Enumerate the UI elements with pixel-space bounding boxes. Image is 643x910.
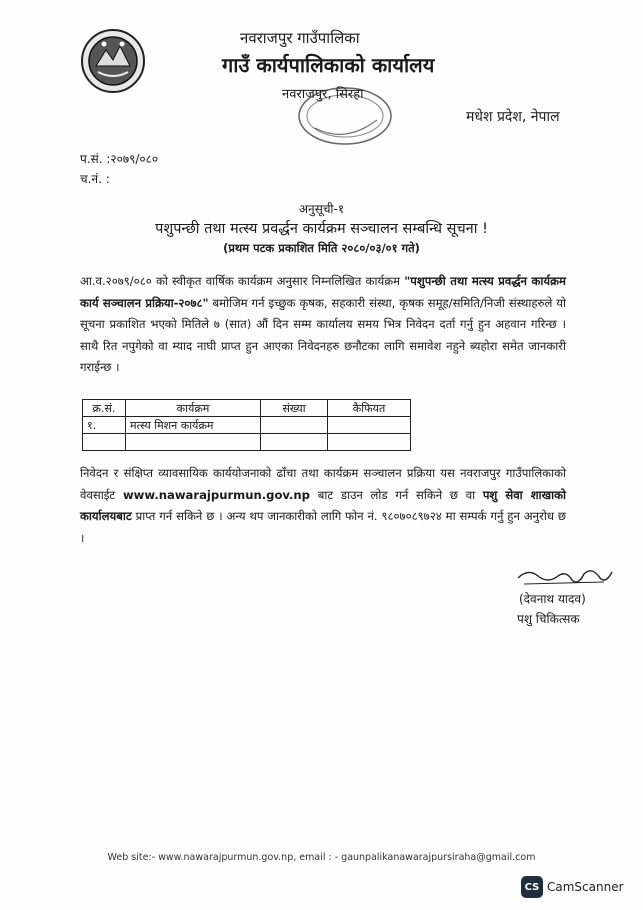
table-row — [83, 417, 411, 434]
p1-text-a: आ.व.२०७९/०८० को स्वीकृत वार्षिक कार्यक्रम अनुसार निम्नलिखित कार्यक्रम — [80, 274, 405, 288]
p1-program-name: "पशुपन्छी तथा मत्स्य प्रवर्द्धन कार्यक्रम कार्य सञ्चालन प्रक्रिया-२०७८" — [80, 274, 566, 310]
table-cell — [126, 434, 261, 451]
nepal-emblem-logo — [80, 28, 146, 94]
p1-text-c: बमोजिम गर्न इच्छुक कृषक, सहकारी संस्था, कृषक समूह/समिति/निजी संस्थाहरुले यो सूचना प्रकाशित भएको मितिले ७ (सात) औं दिन सम्म कार्यालय समय भित्र निवेदन दर्ता गर्नु हुन अहवान गरिन्छ । साथै रित नपुगेको वा म्याद नाघी प्राप्त हुन आएका निवेदनहरु छनौटका लागि समावेश नहुने ब्यहोरा समेत जानकारी गराईन्छ । — [80, 295, 567, 374]
notice-subtitle: (प्रथम पटक प्रकाशित मिति २०८०/०३/०१ गते) — [223, 241, 420, 255]
office-name: गाउँ कार्यपालिकाको कार्यालय — [222, 53, 435, 77]
table-cell: मत्स्य मिशन कार्यक्रम — [126, 417, 261, 434]
table-cell — [328, 417, 411, 434]
municipality-name: नवराजपुर गाउँपालिका — [240, 29, 360, 47]
table-cell — [83, 434, 126, 451]
table-cell: १. — [83, 417, 126, 434]
table-header: संख्या — [261, 400, 328, 417]
table-cell — [261, 417, 328, 434]
p2-office-name: पशु सेवा शाखाको कार्यालयबाट — [80, 487, 566, 523]
reference-number: प.सं. :२०७९/०८० — [80, 152, 159, 166]
table-row — [83, 434, 411, 451]
program-table — [82, 399, 411, 451]
camscanner-icon: CS — [521, 876, 543, 898]
notice-paragraph-1 — [80, 271, 566, 379]
office-district: नवराजपुर, सिरहा — [282, 87, 364, 102]
camscanner-label: CamScanner — [547, 880, 624, 894]
table-header-row — [83, 400, 411, 417]
notice-title: पशुपन्छी तथा मत्स्य प्रवर्द्धन कार्यक्रम सञ्चालन सम्बन्धि सूचना ! — [155, 221, 488, 237]
handwritten-signature — [514, 562, 614, 592]
notice-paragraph-2 — [80, 463, 566, 549]
office-stamp — [285, 80, 405, 155]
province-name: मधेश प्रदेश, नेपाल — [466, 109, 560, 125]
website-link: www.nawarajpurmun.gov.np — [122, 487, 310, 502]
signatory-title: पशु चिकित्सक — [517, 612, 580, 626]
p2-text-c: प्राप्त गर्न सकिने छ । अन्य थप जानकारीको लागि फोन नं. ९८०७०८९७२४ मा सम्पर्क गर्नु हुन अनुरोध छ । — [80, 509, 566, 545]
table-cell — [328, 434, 411, 451]
table-header: क्र.सं. — [83, 400, 126, 417]
annex-label: अनुसूची-१ — [298, 202, 345, 216]
table-header: कैफियत — [328, 400, 411, 417]
table-header: कार्यक्रम — [126, 400, 261, 417]
footer-contact: Web site:- www.nawarajpurmun.gov.np, email : - gaunpalikanawarajpursiraha@gmail.com — [107, 852, 536, 863]
p2-text-b: बाट डाउन लोड गर्न सकिने छ वा — [310, 487, 483, 502]
signatory-name: (देवनाथ यादव) — [519, 592, 586, 606]
table-cell — [261, 434, 328, 451]
camscanner-watermark — [521, 876, 624, 898]
dispatch-number: च.नं. : — [80, 172, 110, 186]
p2-text-a: निवेदन र संक्षिप्त व्यावसायिक कार्ययोजनाको ढाँचा तथा कार्यक्रम सञ्चालन प्रक्रिया यस नवराजपुर गाउँपालिकाको वेवसाईट — [80, 466, 566, 502]
